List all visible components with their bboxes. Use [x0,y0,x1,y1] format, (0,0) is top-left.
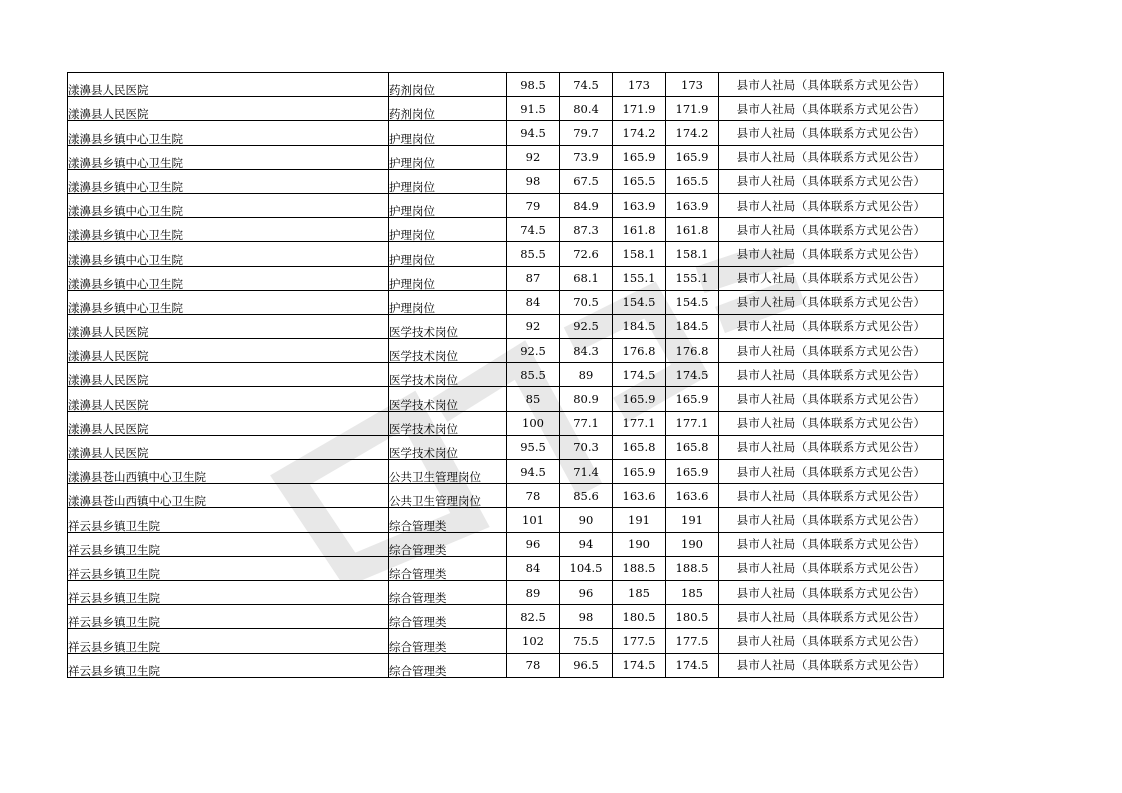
unit-cell: 祥云县乡镇卫生院 [68,532,389,556]
contact-cell: 县市人社局（具体联系方式见公告） [719,314,944,338]
unit-cell: 漾濞县人民医院 [68,363,389,387]
final-score-cell: 176.8 [666,339,719,363]
post-cell: 综合管理类 [389,605,507,629]
score2-cell: 89 [560,363,613,387]
score1-cell: 91.5 [507,97,560,121]
total-cell: 190 [613,532,666,556]
final-score-cell: 163.6 [666,484,719,508]
score1-cell: 94.5 [507,121,560,145]
table-row [68,169,944,193]
score2-cell: 80.9 [560,387,613,411]
score2-cell: 70.5 [560,290,613,314]
post-cell: 护理岗位 [389,193,507,217]
final-score-cell: 174.5 [666,363,719,387]
contact-cell: 县市人社局（具体联系方式见公告） [719,73,944,97]
table-row [68,145,944,169]
total-cell: 173 [613,73,666,97]
post-cell: 综合管理类 [389,532,507,556]
table-row [68,218,944,242]
contact-cell: 县市人社局（具体联系方式见公告） [719,97,944,121]
post-cell: 综合管理类 [389,556,507,580]
table-row [68,363,944,387]
contact-cell: 县市人社局（具体联系方式见公告） [719,145,944,169]
post-cell: 护理岗位 [389,218,507,242]
final-score-cell: 161.8 [666,218,719,242]
contact-cell: 县市人社局（具体联系方式见公告） [719,169,944,193]
total-cell: 165.9 [613,387,666,411]
total-cell: 177.5 [613,629,666,653]
score2-cell: 80.4 [560,97,613,121]
unit-cell: 漾濞县乡镇中心卫生院 [68,290,389,314]
contact-cell: 县市人社局（具体联系方式见公告） [719,653,944,677]
table-row [68,556,944,580]
final-score-cell: 180.5 [666,605,719,629]
total-cell: 154.5 [613,290,666,314]
total-cell: 158.1 [613,242,666,266]
contact-cell: 县市人社局（具体联系方式见公告） [719,339,944,363]
unit-cell: 漾濞县人民医院 [68,73,389,97]
score2-cell: 85.6 [560,484,613,508]
score2-cell: 68.1 [560,266,613,290]
post-cell: 综合管理类 [389,508,507,532]
post-cell: 综合管理类 [389,580,507,604]
unit-cell: 漾濞县乡镇中心卫生院 [68,169,389,193]
unit-cell: 祥云县乡镇卫生院 [68,556,389,580]
unit-cell: 漾濞县乡镇中心卫生院 [68,121,389,145]
final-score-cell: 165.9 [666,145,719,169]
post-cell: 医学技术岗位 [389,314,507,338]
table-row [68,242,944,266]
post-cell: 药剂岗位 [389,97,507,121]
score1-cell: 85 [507,387,560,411]
table-row [68,484,944,508]
score1-cell: 95.5 [507,435,560,459]
final-score-cell: 174.2 [666,121,719,145]
final-score-cell: 165.8 [666,435,719,459]
score2-cell: 77.1 [560,411,613,435]
unit-cell: 漾濞县人民医院 [68,387,389,411]
contact-cell: 县市人社局（具体联系方式见公告） [719,121,944,145]
contact-cell: 县市人社局（具体联系方式见公告） [719,484,944,508]
final-score-cell: 171.9 [666,97,719,121]
unit-cell: 漾濞县乡镇中心卫生院 [68,193,389,217]
total-cell: 174.2 [613,121,666,145]
score2-cell: 94 [560,532,613,556]
total-cell: 174.5 [613,653,666,677]
score2-cell: 87.3 [560,218,613,242]
post-cell: 护理岗位 [389,145,507,169]
final-score-cell: 184.5 [666,314,719,338]
score2-cell: 73.9 [560,145,613,169]
final-score-cell: 173 [666,73,719,97]
contact-cell: 县市人社局（具体联系方式见公告） [719,435,944,459]
score1-cell: 102 [507,629,560,653]
score1-cell: 98.5 [507,73,560,97]
score1-cell: 92 [507,145,560,169]
unit-cell: 祥云县乡镇卫生院 [68,508,389,532]
score1-cell: 74.5 [507,218,560,242]
unit-cell: 祥云县乡镇卫生院 [68,580,389,604]
total-cell: 163.6 [613,484,666,508]
total-cell: 161.8 [613,218,666,242]
contact-cell: 县市人社局（具体联系方式见公告） [719,363,944,387]
unit-cell: 漾濞县人民医院 [68,97,389,121]
score1-cell: 84 [507,290,560,314]
score1-cell: 84 [507,556,560,580]
score1-cell: 101 [507,508,560,532]
post-cell: 护理岗位 [389,121,507,145]
score1-cell: 82.5 [507,605,560,629]
contact-cell: 县市人社局（具体联系方式见公告） [719,460,944,484]
contact-cell: 县市人社局（具体联系方式见公告） [719,580,944,604]
contact-cell: 县市人社局（具体联系方式见公告） [719,266,944,290]
table-row [68,339,944,363]
score2-cell: 90 [560,508,613,532]
contact-cell: 县市人社局（具体联系方式见公告） [719,193,944,217]
unit-cell: 祥云县乡镇卫生院 [68,605,389,629]
unit-cell: 漾濞县人民医院 [68,411,389,435]
score1-cell: 78 [507,484,560,508]
score2-cell: 96.5 [560,653,613,677]
post-cell: 医学技术岗位 [389,363,507,387]
total-cell: 171.9 [613,97,666,121]
contact-cell: 县市人社局（具体联系方式见公告） [719,532,944,556]
contact-cell: 县市人社局（具体联系方式见公告） [719,605,944,629]
total-cell: 177.1 [613,411,666,435]
total-cell: 165.9 [613,145,666,169]
unit-cell: 漾濞县乡镇中心卫生院 [68,242,389,266]
table-row [68,193,944,217]
final-score-cell: 174.5 [666,653,719,677]
total-cell: 155.1 [613,266,666,290]
total-cell: 185 [613,580,666,604]
score2-cell: 96 [560,580,613,604]
post-cell: 护理岗位 [389,290,507,314]
unit-cell: 漾濞县人民医院 [68,314,389,338]
score2-cell: 72.6 [560,242,613,266]
contact-cell: 县市人社局（具体联系方式见公告） [719,218,944,242]
final-score-cell: 190 [666,532,719,556]
score2-cell: 79.7 [560,121,613,145]
table-row [68,73,944,97]
table-row [68,532,944,556]
unit-cell: 漾濞县乡镇中心卫生院 [68,218,389,242]
post-cell: 公共卫生管理岗位 [389,484,507,508]
unit-cell: 漾濞县苍山西镇中心卫生院 [68,484,389,508]
table-row [68,266,944,290]
total-cell: 165.5 [613,169,666,193]
score1-cell: 92 [507,314,560,338]
final-score-cell: 158.1 [666,242,719,266]
total-cell: 191 [613,508,666,532]
unit-cell: 漾濞县人民医院 [68,435,389,459]
table-row [68,508,944,532]
final-score-cell: 163.9 [666,193,719,217]
score1-cell: 98 [507,169,560,193]
score-table [67,72,944,678]
contact-cell: 县市人社局（具体联系方式见公告） [719,242,944,266]
final-score-cell: 165.5 [666,169,719,193]
score2-cell: 84.9 [560,193,613,217]
score1-cell: 85.5 [507,242,560,266]
score1-cell: 96 [507,532,560,556]
score1-cell: 79 [507,193,560,217]
table-row [68,580,944,604]
final-score-cell: 185 [666,580,719,604]
contact-cell: 县市人社局（具体联系方式见公告） [719,411,944,435]
score1-cell: 85.5 [507,363,560,387]
score1-cell: 92.5 [507,339,560,363]
post-cell: 护理岗位 [389,169,507,193]
score2-cell: 98 [560,605,613,629]
contact-cell: 县市人社局（具体联系方式见公告） [719,290,944,314]
unit-cell: 漾濞县乡镇中心卫生院 [68,266,389,290]
final-score-cell: 177.1 [666,411,719,435]
table-row [68,387,944,411]
score1-cell: 100 [507,411,560,435]
table-row [68,290,944,314]
total-cell: 188.5 [613,556,666,580]
total-cell: 174.5 [613,363,666,387]
score2-cell: 74.5 [560,73,613,97]
final-score-cell: 177.5 [666,629,719,653]
table-row [68,605,944,629]
score1-cell: 78 [507,653,560,677]
score2-cell: 75.5 [560,629,613,653]
table-row [68,435,944,459]
final-score-cell: 165.9 [666,460,719,484]
contact-cell: 县市人社局（具体联系方式见公告） [719,387,944,411]
unit-cell: 祥云县乡镇卫生院 [68,653,389,677]
score2-cell: 71.4 [560,460,613,484]
table-row [68,314,944,338]
final-score-cell: 165.9 [666,387,719,411]
total-cell: 180.5 [613,605,666,629]
total-cell: 184.5 [613,314,666,338]
table-row [68,653,944,677]
contact-cell: 县市人社局（具体联系方式见公告） [719,556,944,580]
post-cell: 医学技术岗位 [389,411,507,435]
score1-cell: 89 [507,580,560,604]
table-row [68,121,944,145]
total-cell: 165.9 [613,460,666,484]
post-cell: 药剂岗位 [389,73,507,97]
table-row [68,460,944,484]
final-score-cell: 188.5 [666,556,719,580]
total-cell: 163.9 [613,193,666,217]
table-row [68,411,944,435]
final-score-cell: 154.5 [666,290,719,314]
contact-cell: 县市人社局（具体联系方式见公告） [719,508,944,532]
score1-cell: 87 [507,266,560,290]
score2-cell: 92.5 [560,314,613,338]
post-cell: 综合管理类 [389,629,507,653]
post-cell: 综合管理类 [389,653,507,677]
score2-cell: 84.3 [560,339,613,363]
total-cell: 165.8 [613,435,666,459]
post-cell: 护理岗位 [389,266,507,290]
unit-cell: 漾濞县人民医院 [68,339,389,363]
post-cell: 公共卫生管理岗位 [389,460,507,484]
score2-cell: 67.5 [560,169,613,193]
post-cell: 医学技术岗位 [389,435,507,459]
post-cell: 护理岗位 [389,242,507,266]
unit-cell: 漾濞县乡镇中心卫生院 [68,145,389,169]
total-cell: 176.8 [613,339,666,363]
post-cell: 医学技术岗位 [389,387,507,411]
final-score-cell: 191 [666,508,719,532]
unit-cell: 祥云县乡镇卫生院 [68,629,389,653]
final-score-cell: 155.1 [666,266,719,290]
score2-cell: 104.5 [560,556,613,580]
score2-cell: 70.3 [560,435,613,459]
score1-cell: 94.5 [507,460,560,484]
post-cell: 医学技术岗位 [389,339,507,363]
contact-cell: 县市人社局（具体联系方式见公告） [719,629,944,653]
table-body [68,73,944,678]
unit-cell: 漾濞县苍山西镇中心卫生院 [68,460,389,484]
table-row [68,97,944,121]
table-row [68,629,944,653]
